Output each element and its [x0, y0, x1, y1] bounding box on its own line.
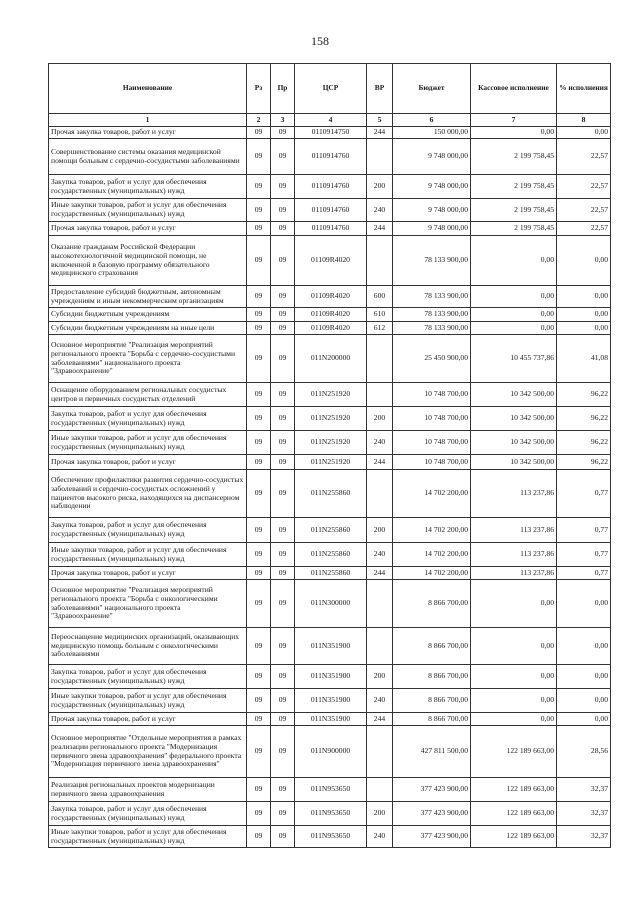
row-vr — [367, 580, 393, 628]
row-percent: 22,57 — [557, 139, 611, 175]
row-pr: 09 — [271, 580, 295, 628]
row-kassa: 2 199 758,45 — [471, 139, 557, 175]
row-kassa: 10 455 737,86 — [471, 335, 557, 383]
table-row — [49, 826, 611, 848]
row-csr: 01109R4020 — [295, 286, 367, 308]
budget-execution-table — [48, 63, 611, 848]
row-csr: 0110914760 — [295, 175, 367, 199]
row-name: Оказание гражданам Российской Федерации высокотехнологичной медицинской помощи, не включенной в базовую программу обязательного медицинского страхования — [49, 236, 247, 286]
row-percent: 22,57 — [557, 199, 611, 222]
row-csr: 011N351900 — [295, 713, 367, 726]
row-vr: 612 — [367, 322, 393, 335]
row-vr: 200 — [367, 175, 393, 199]
row-percent: 0,00 — [557, 322, 611, 335]
row-budget: 78 133 900,00 — [393, 236, 471, 286]
row-pr: 09 — [271, 778, 295, 802]
row-rz: 09 — [247, 308, 271, 322]
page-number: 158 — [311, 34, 329, 48]
row-budget: 14 702 200,00 — [393, 543, 471, 567]
row-rz: 09 — [247, 726, 271, 778]
row-vr: 244 — [367, 455, 393, 470]
row-csr: 011N351900 — [295, 665, 367, 689]
table-row — [49, 455, 611, 470]
row-percent: 0,00 — [557, 580, 611, 628]
row-rz: 09 — [247, 139, 271, 175]
row-rz: 09 — [247, 286, 271, 308]
row-kassa: 0,00 — [471, 322, 557, 335]
table-row — [49, 713, 611, 726]
column-number: 7 — [471, 114, 557, 127]
header-vr: ВР — [367, 64, 393, 114]
table-row — [49, 407, 611, 431]
row-pr: 09 — [271, 455, 295, 470]
row-kassa: 10 342 500,00 — [471, 407, 557, 431]
row-vr: 600 — [367, 286, 393, 308]
table-row — [49, 322, 611, 335]
row-budget: 10 748 700,00 — [393, 407, 471, 431]
row-percent: 0,77 — [557, 518, 611, 543]
table-row — [49, 199, 611, 222]
row-rz: 09 — [247, 518, 271, 543]
table-row — [49, 286, 611, 308]
row-vr: 200 — [367, 802, 393, 826]
row-budget: 377 423 900,00 — [393, 802, 471, 826]
row-rz: 09 — [247, 236, 271, 286]
row-percent: 28,56 — [557, 726, 611, 778]
row-csr: 011N300000 — [295, 580, 367, 628]
row-percent: 96,22 — [557, 431, 611, 455]
row-budget: 14 702 200,00 — [393, 470, 471, 518]
header-name: Наименование — [49, 64, 247, 114]
row-rz: 09 — [247, 628, 271, 665]
row-csr: 01109R4020 — [295, 236, 367, 286]
row-pr: 09 — [271, 322, 295, 335]
table-row — [49, 127, 611, 139]
row-pr: 09 — [271, 222, 295, 236]
row-pr: 09 — [271, 726, 295, 778]
row-pr: 09 — [271, 286, 295, 308]
column-number: 5 — [367, 114, 393, 127]
row-percent: 96,22 — [557, 383, 611, 407]
row-vr: 240 — [367, 689, 393, 713]
table-row — [49, 236, 611, 286]
row-rz: 09 — [247, 335, 271, 383]
header-percent: % исполнения — [557, 64, 611, 114]
row-csr: 0110914760 — [295, 139, 367, 175]
table-header-row — [49, 64, 611, 114]
row-percent: 32,37 — [557, 802, 611, 826]
row-rz: 09 — [247, 802, 271, 826]
row-kassa: 10 342 500,00 — [471, 431, 557, 455]
table-row — [49, 543, 611, 567]
row-kassa: 0,00 — [471, 665, 557, 689]
row-rz: 09 — [247, 665, 271, 689]
row-rz: 09 — [247, 199, 271, 222]
row-name: Обеспечение профилактики развития сердечно-сосудистых заболеваний и сердечно-сосудистых осложнений у пациентов высокого риска, находящихся на диспансерном наблюдении — [49, 470, 247, 518]
row-percent: 0,00 — [557, 665, 611, 689]
column-number: 4 — [295, 114, 367, 127]
row-rz: 09 — [247, 127, 271, 139]
row-name: Субсидии бюджетным учреждениям — [49, 308, 247, 322]
row-vr: 244 — [367, 222, 393, 236]
row-vr — [367, 778, 393, 802]
row-name: Прочая закупка товаров, работ и услуг — [49, 713, 247, 726]
row-vr — [367, 470, 393, 518]
row-name: Иные закупки товаров, работ и услуг для обеспечения государственных (муниципальных) нужд — [49, 431, 247, 455]
table-body — [49, 127, 611, 848]
row-name: Оснащение оборудованием региональных сосудистых центров и первичных сосудистых отделений — [49, 383, 247, 407]
row-vr — [367, 139, 393, 175]
row-vr: 610 — [367, 308, 393, 322]
row-kassa: 0,00 — [471, 286, 557, 308]
row-name: Прочая закупка товаров, работ и услуг — [49, 222, 247, 236]
table-row — [49, 139, 611, 175]
table-row — [49, 726, 611, 778]
row-name: Иные закупки товаров, работ и услуг для обеспечения государственных (муниципальных) нужд — [49, 826, 247, 848]
row-rz: 09 — [247, 567, 271, 580]
row-rz: 09 — [247, 383, 271, 407]
row-rz: 09 — [247, 431, 271, 455]
table-row — [49, 175, 611, 199]
row-name: Иные закупки товаров, работ и услуг для обеспечения государственных (муниципальных) нужд — [49, 199, 247, 222]
row-rz: 09 — [247, 826, 271, 848]
row-name: Основное мероприятие "Реализация мероприятий регионального проекта "Борьба с онкологическими заболеваниями" национального проекта "Здравоохранение" — [49, 580, 247, 628]
row-rz: 09 — [247, 222, 271, 236]
row-kassa: 113 237,86 — [471, 470, 557, 518]
row-pr: 09 — [271, 518, 295, 543]
row-vr: 200 — [367, 407, 393, 431]
column-number: 1 — [49, 114, 247, 127]
row-name: Иные закупки товаров, работ и услуг для обеспечения государственных (муниципальных) нужд — [49, 689, 247, 713]
row-kassa: 0,00 — [471, 127, 557, 139]
row-kassa: 0,00 — [471, 308, 557, 322]
row-kassa: 2 199 758,45 — [471, 199, 557, 222]
row-budget: 78 133 900,00 — [393, 322, 471, 335]
row-pr: 09 — [271, 139, 295, 175]
row-kassa: 113 237,86 — [471, 543, 557, 567]
table-row — [49, 470, 611, 518]
row-kassa: 0,00 — [471, 580, 557, 628]
row-kassa: 0,00 — [471, 713, 557, 726]
row-budget: 8 866 700,00 — [393, 580, 471, 628]
row-csr: 01109R4020 — [295, 308, 367, 322]
row-kassa: 113 237,86 — [471, 518, 557, 543]
row-pr: 09 — [271, 175, 295, 199]
table-row — [49, 222, 611, 236]
row-csr: 011N251920 — [295, 431, 367, 455]
row-pr: 09 — [271, 127, 295, 139]
table-row — [49, 665, 611, 689]
row-budget: 9 748 000,00 — [393, 139, 471, 175]
row-name: Прочая закупка товаров, работ и услуг — [49, 455, 247, 470]
row-budget: 14 702 200,00 — [393, 518, 471, 543]
row-percent: 0,00 — [557, 286, 611, 308]
row-budget: 150 000,00 — [393, 127, 471, 139]
row-csr: 011N200000 — [295, 335, 367, 383]
row-kassa: 122 189 663,00 — [471, 778, 557, 802]
row-vr — [367, 335, 393, 383]
column-number: 3 — [271, 114, 295, 127]
table-row — [49, 518, 611, 543]
row-kassa: 0,00 — [471, 236, 557, 286]
row-kassa: 2 199 758,45 — [471, 175, 557, 199]
table-row — [49, 802, 611, 826]
header-rz: Рз — [247, 64, 271, 114]
row-percent: 0,77 — [557, 470, 611, 518]
row-vr: 244 — [367, 713, 393, 726]
row-pr: 09 — [271, 470, 295, 518]
row-kassa: 122 189 663,00 — [471, 826, 557, 848]
row-rz: 09 — [247, 455, 271, 470]
row-csr: 011N900000 — [295, 726, 367, 778]
header-kassa: Кассовое исполнение — [471, 64, 557, 114]
row-budget: 78 133 900,00 — [393, 286, 471, 308]
row-vr — [367, 726, 393, 778]
row-csr: 011N255860 — [295, 470, 367, 518]
row-csr: 011N255860 — [295, 567, 367, 580]
row-percent: 0,00 — [557, 127, 611, 139]
row-rz: 09 — [247, 407, 271, 431]
row-vr: 240 — [367, 199, 393, 222]
row-kassa: 0,00 — [471, 628, 557, 665]
row-name: Прочая закупка товаров, работ и услуг — [49, 127, 247, 139]
row-name: Переоснащение медицинских организаций, оказывающих медицинскую помощь больным с онкологическими заболеваниями — [49, 628, 247, 665]
row-rz: 09 — [247, 713, 271, 726]
table-row — [49, 628, 611, 665]
row-pr: 09 — [271, 713, 295, 726]
header-budget: Бюджет — [393, 64, 471, 114]
row-percent: 41,08 — [557, 335, 611, 383]
row-percent: 32,37 — [557, 778, 611, 802]
row-percent: 0,00 — [557, 689, 611, 713]
row-vr — [367, 383, 393, 407]
column-number-row — [49, 114, 611, 127]
row-csr: 011N351900 — [295, 628, 367, 665]
row-name: Закупка товаров, работ и услуг для обеспечения государственных (муниципальных) нужд — [49, 665, 247, 689]
row-csr: 01109R4020 — [295, 322, 367, 335]
row-name: Основное мероприятие "Отдельные мероприятия в рамках реализации регионального проекта "Модернизация первичного звена здравоохранения" федерального проекта "Модернизация первичного звена здравоохранения" — [49, 726, 247, 778]
row-vr: 200 — [367, 665, 393, 689]
row-csr: 011N251920 — [295, 455, 367, 470]
row-budget: 9 748 000,00 — [393, 175, 471, 199]
row-percent: 0,00 — [557, 236, 611, 286]
row-budget: 9 748 000,00 — [393, 199, 471, 222]
row-percent: 0,00 — [557, 628, 611, 665]
row-pr: 09 — [271, 407, 295, 431]
row-kassa: 122 189 663,00 — [471, 726, 557, 778]
row-csr: 0110914750 — [295, 127, 367, 139]
row-rz: 09 — [247, 470, 271, 518]
row-csr: 011N953650 — [295, 826, 367, 848]
row-kassa: 10 342 500,00 — [471, 455, 557, 470]
row-budget: 25 450 900,00 — [393, 335, 471, 383]
row-rz: 09 — [247, 175, 271, 199]
row-pr: 09 — [271, 543, 295, 567]
row-csr: 011N251920 — [295, 383, 367, 407]
row-kassa: 122 189 663,00 — [471, 802, 557, 826]
row-budget: 377 423 900,00 — [393, 826, 471, 848]
table-row — [49, 689, 611, 713]
row-vr: 240 — [367, 431, 393, 455]
row-kassa: 10 342 500,00 — [471, 383, 557, 407]
table-row — [49, 335, 611, 383]
table-row — [49, 778, 611, 802]
row-name: Закупка товаров, работ и услуг для обеспечения государственных (муниципальных) нужд — [49, 407, 247, 431]
row-budget: 14 702 200,00 — [393, 567, 471, 580]
row-name: Закупка товаров, работ и услуг для обеспечения государственных (муниципальных) нужд — [49, 175, 247, 199]
row-rz: 09 — [247, 322, 271, 335]
column-number: 8 — [557, 114, 611, 127]
row-budget: 427 811 500,00 — [393, 726, 471, 778]
row-kassa: 2 199 758,45 — [471, 222, 557, 236]
row-vr: 240 — [367, 826, 393, 848]
row-rz: 09 — [247, 543, 271, 567]
column-number: 6 — [393, 114, 471, 127]
row-percent: 96,22 — [557, 407, 611, 431]
row-budget: 377 423 900,00 — [393, 778, 471, 802]
row-pr: 09 — [271, 628, 295, 665]
row-name: Реализация региональных проектов модернизации первичного звена здравоохранения — [49, 778, 247, 802]
table-row — [49, 308, 611, 322]
row-pr: 09 — [271, 802, 295, 826]
row-csr: 011N251920 — [295, 407, 367, 431]
row-budget: 8 866 700,00 — [393, 628, 471, 665]
row-percent: 32,37 — [557, 826, 611, 848]
row-kassa: 0,00 — [471, 689, 557, 713]
row-percent: 96,22 — [557, 455, 611, 470]
row-percent: 0,00 — [557, 308, 611, 322]
row-budget: 10 748 700,00 — [393, 455, 471, 470]
row-csr: 011N255860 — [295, 518, 367, 543]
row-percent: 0,77 — [557, 567, 611, 580]
column-number: 2 — [247, 114, 271, 127]
row-pr: 09 — [271, 335, 295, 383]
row-budget: 78 133 900,00 — [393, 308, 471, 322]
row-name: Субсидии бюджетным учреждениям на иные цели — [49, 322, 247, 335]
row-pr: 09 — [271, 567, 295, 580]
row-rz: 09 — [247, 689, 271, 713]
row-name: Совершенствование системы оказания медицинской помощи больным с сердечно-сосудистыми заболеваниями — [49, 139, 247, 175]
row-pr: 09 — [271, 383, 295, 407]
row-rz: 09 — [247, 580, 271, 628]
row-budget: 8 866 700,00 — [393, 713, 471, 726]
row-name: Предоставление субсидий бюджетным, автономным учреждениям и иным некоммерческим организациям — [49, 286, 247, 308]
row-pr: 09 — [271, 236, 295, 286]
table-row — [49, 431, 611, 455]
row-percent: 22,57 — [557, 222, 611, 236]
row-csr: 0110914760 — [295, 222, 367, 236]
row-vr: 200 — [367, 518, 393, 543]
row-csr: 011N953650 — [295, 802, 367, 826]
table-row — [49, 383, 611, 407]
row-name: Иные закупки товаров, работ и услуг для обеспечения государственных (муниципальных) нужд — [49, 543, 247, 567]
row-name: Прочая закупка товаров, работ и услуг — [49, 567, 247, 580]
row-name: Закупка товаров, работ и услуг для обеспечения государственных (муниципальных) нужд — [49, 802, 247, 826]
row-percent: 0,00 — [557, 713, 611, 726]
row-pr: 09 — [271, 665, 295, 689]
row-pr: 09 — [271, 308, 295, 322]
row-percent: 22,57 — [557, 175, 611, 199]
table-row — [49, 567, 611, 580]
row-pr: 09 — [271, 689, 295, 713]
row-vr — [367, 236, 393, 286]
row-kassa: 113 237,86 — [471, 567, 557, 580]
row-budget: 9 748 000,00 — [393, 222, 471, 236]
table-row — [49, 580, 611, 628]
row-pr: 09 — [271, 826, 295, 848]
row-csr: 011N351900 — [295, 689, 367, 713]
row-budget: 10 748 700,00 — [393, 383, 471, 407]
row-rz: 09 — [247, 778, 271, 802]
row-pr: 09 — [271, 199, 295, 222]
row-csr: 011N953650 — [295, 778, 367, 802]
row-percent: 0,77 — [557, 543, 611, 567]
row-name: Закупка товаров, работ и услуг для обеспечения государственных (муниципальных) нужд — [49, 518, 247, 543]
row-budget: 8 866 700,00 — [393, 689, 471, 713]
row-budget: 8 866 700,00 — [393, 665, 471, 689]
row-budget: 10 748 700,00 — [393, 431, 471, 455]
row-vr: 244 — [367, 567, 393, 580]
row-vr: 240 — [367, 543, 393, 567]
row-csr: 0110914760 — [295, 199, 367, 222]
row-pr: 09 — [271, 431, 295, 455]
row-csr: 011N255860 — [295, 543, 367, 567]
row-vr: 244 — [367, 127, 393, 139]
header-pr: Пр — [271, 64, 295, 114]
row-vr — [367, 628, 393, 665]
row-name: Основное мероприятие "Реализация мероприятий регионального проекта "Борьба с сердечно-сосудистыми заболеваниями" национального проекта "Здравоохранение" — [49, 335, 247, 383]
header-csr: ЦСР — [295, 64, 367, 114]
